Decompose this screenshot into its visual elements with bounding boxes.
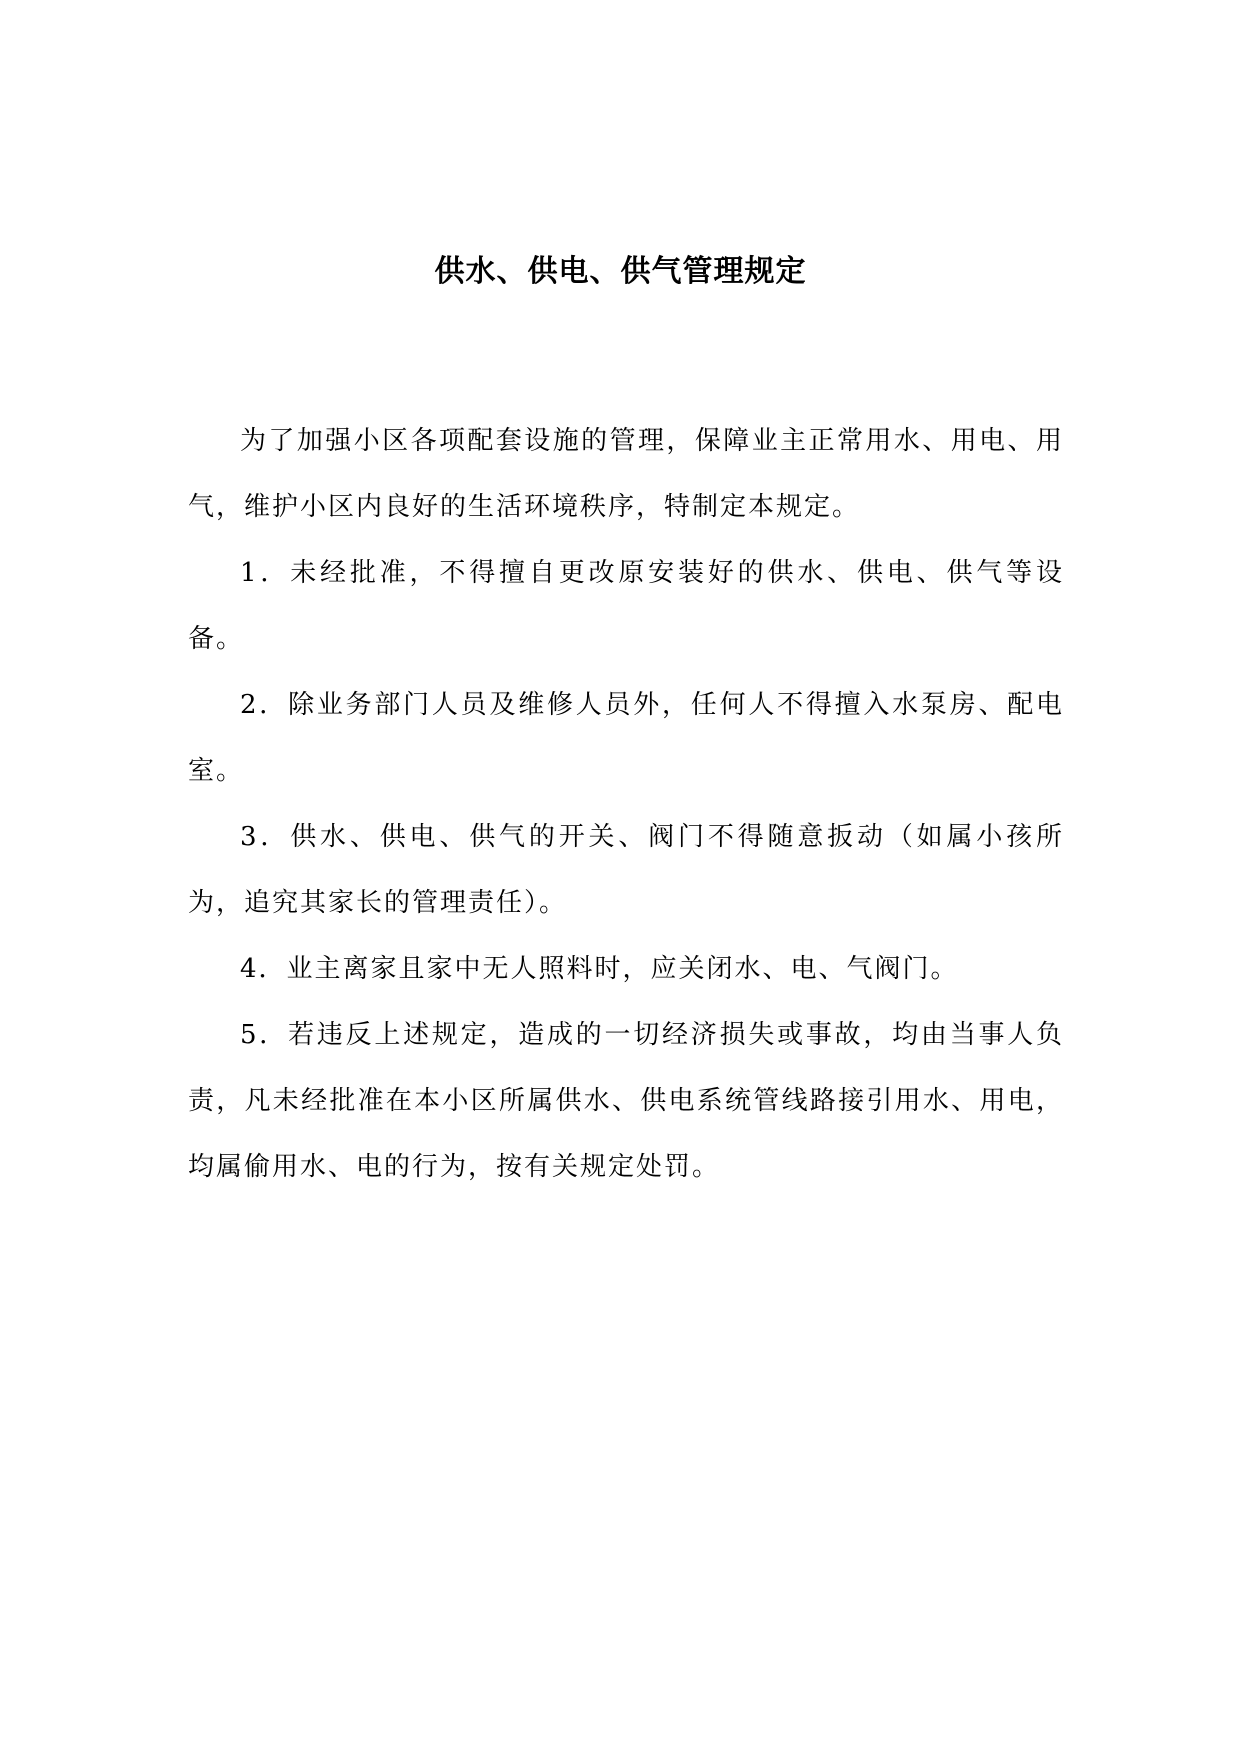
rule-3-paragraph: 3．供水、供电、供气的开关、阀门不得随意扳动（如属小孩所为，追究其家长的管理责任）。	[188, 822, 1064, 918]
document-title: 供水、供电、供气管理规定	[434, 254, 807, 289]
rule-4-paragraph: 4．业主离家且家中无人照料时，应关闭水、电、气阀门。	[240, 954, 959, 984]
intro-paragraph: 为了加强小区各项配套设施的管理，保障业主正常用水、用电、用气，维护小区内良好的生活环境秩序，特制定本规定。	[188, 426, 1064, 522]
document-body	[188, 408, 1064, 1200]
rule-2-paragraph: 2．除业务部门人员及维修人员外，任何人不得擅入水泵房、配电室。	[188, 690, 1064, 786]
rule-1-paragraph: 1．未经批准，不得擅自更改原安装好的供水、供电、供气等设备。	[188, 558, 1064, 654]
rule-5-paragraph: 5．若违反上述规定，造成的一切经济损失或事故，均由当事人负责，凡未经批准在本小区所属供水、供电系统管线路接引用水、用电，均属偷用水、电的行为，按有关规定处罚。	[188, 1020, 1064, 1182]
